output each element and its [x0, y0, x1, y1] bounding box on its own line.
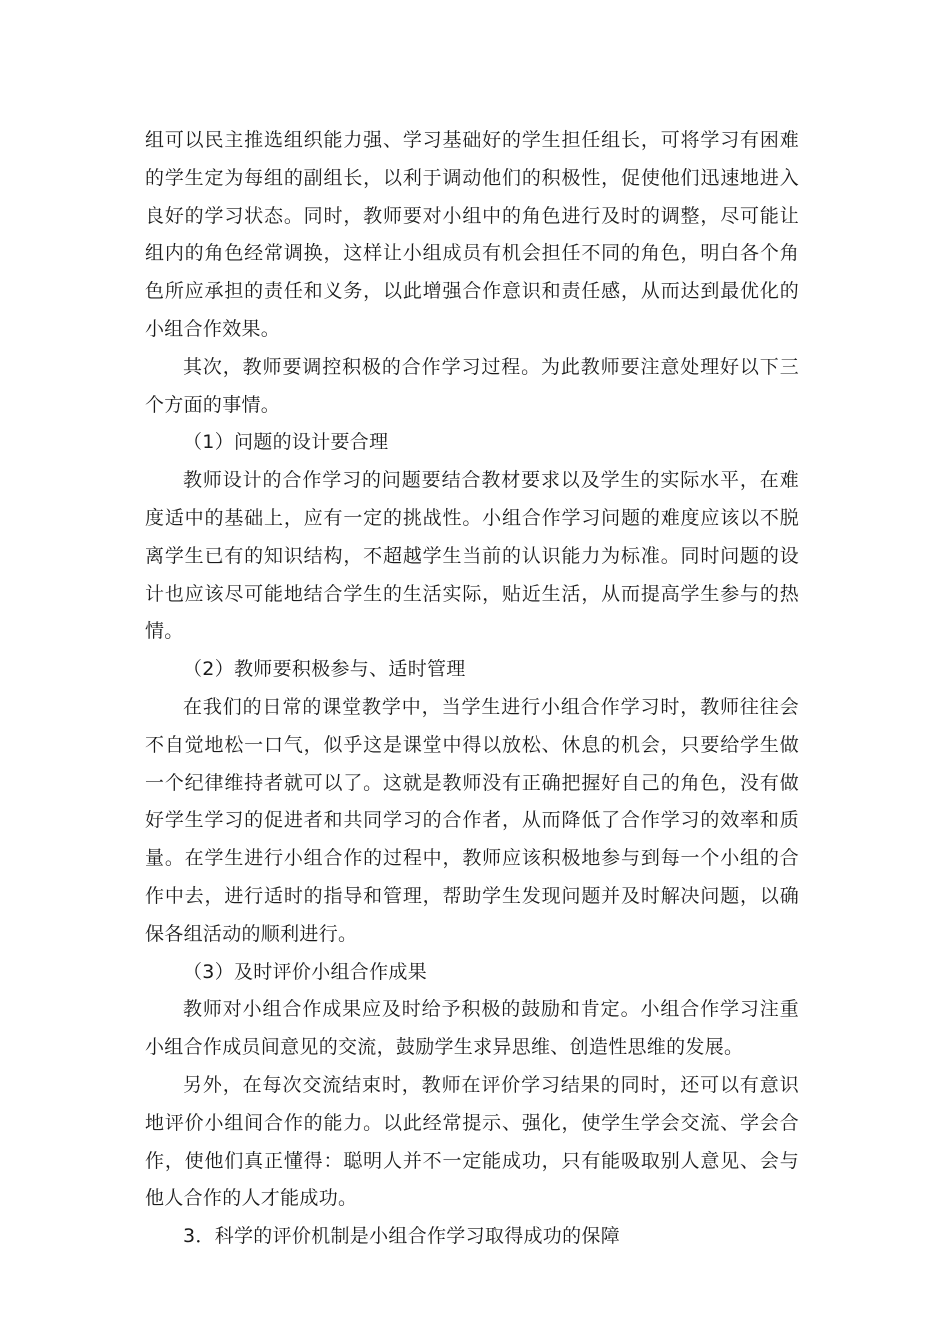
section-heading-evaluation-mechanism: 3．科学的评价机制是小组合作学习取得成功的保障 — [183, 1225, 620, 1248]
paragraph-process-intro: 其次，教师要调控积极的合作学习过程。为此教师要注意处理好以下三个方面的事情。 — [145, 355, 799, 416]
subheading-question-design: （1）问题的设计要合理 — [183, 431, 389, 454]
document-body — [145, 122, 799, 1256]
paragraph-teacher-participation: 在我们的日常的课堂教学中，当学生进行小组合作学习时，教师往往会不自觉地松一口气，似乎这是课堂中得以放松、休息的机会，只要给学生做一个纪律维持者就可以了。这就是教师没有正确把握好自己的角色，没有做好学生学习的促进者和共同学习的合作者，从而降低了合作学习的效率和质量。在学生进行小组合作的过程中，教师应该积极地参与到每一个小组的合作中去，进行适时的指导和管理，帮助学生发现问题并及时解决问题，以确保各组活动的顺利进行。 — [145, 695, 799, 945]
paragraph-additionally: 另外，在每次交流结束时，教师在评价学习结果的同时，还可以有意识地评价小组间合作的能力。以此经常提示、强化，使学生学会交流、学会合作，使他们真正懂得：聪明人并不一定能成功，只有能吸取别人意见、会与他人合作的人才能成功。 — [145, 1073, 799, 1210]
subheading-timely-evaluation: （3）及时评价小组合作成果 — [183, 960, 427, 983]
subheading-teacher-participation: （2）教师要积极参与、适时管理 — [183, 658, 466, 681]
paragraph-continuation: 组可以民主推选组织能力强、学习基础好的学生担任组长，可将学习有困难的学生定为每组的副组长，以利于调动他们的积极性，促使他们迅速地进入良好的学习状态。同时，教师要对小组中的角色进行及时的调整，尽可能让组内的角色经常调换，这样让小组成员有机会担任不同的角色，明白各个角色所应承担的责任和义务，以此增强合作意识和责任感，从而达到最优化的小组合作效果。 — [145, 129, 799, 340]
paragraph-timely-evaluation: 教师对小组合作成果应及时给予积极的鼓励和肯定。小组合作学习注重小组合作成员间意见的交流，鼓励学生求异思维、创造性思维的发展。 — [145, 998, 799, 1059]
paragraph-question-design: 教师设计的合作学习的问题要结合教材要求以及学生的实际水平，在难度适中的基础上，应有一定的挑战性。小组合作学习问题的难度应该以不脱离学生已有的知识结构，不超越学生当前的认识能力为标准。同时问题的设计也应该尽可能地结合学生的生活实际，贴近生活，从而提高学生参与的热情。 — [145, 469, 799, 643]
